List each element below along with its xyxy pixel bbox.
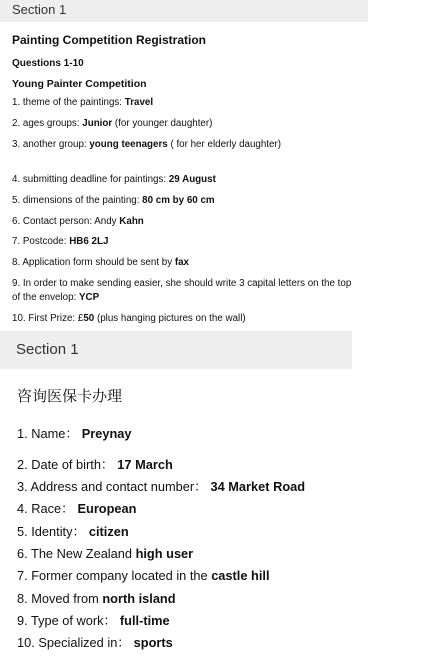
section1-item-3: 3. another group: young teenagers ( for her elderly daughter) xyxy=(12,139,282,150)
section2-item-10: 10. Specialized in： sports xyxy=(17,635,173,650)
section1-item-5: 5. dimensions of the painting: 80 cm by 60 cm xyxy=(12,195,215,206)
section2-item-3: 3. Address and contact number： 34 Market Road xyxy=(17,479,306,494)
section1-item-4: 4. submitting deadline for paintings: 29 August xyxy=(12,174,216,185)
section1-item-9: 9. In order to make sending easier, she should write 3 capital letters on the top of the envelop: YCP xyxy=(12,278,352,303)
section1-item-1: 1. theme of the paintings: Travel xyxy=(12,97,154,108)
section2-item-2: 2. Date of birth： 17 March xyxy=(17,457,173,472)
section1-item-10: 10. First Prize: £50 (plus hanging pictures on the wall) xyxy=(12,313,246,324)
section1-subtitle: Young Painter Competition xyxy=(12,78,147,90)
section2-item-5: 5. Identity： citizen xyxy=(17,524,129,539)
section2-item-1: 1. Name： Preynay xyxy=(17,426,132,441)
section2-item-4: 4. Race： European xyxy=(17,501,137,516)
section2-item-7: 7. Former company located in the castle hill xyxy=(17,568,270,583)
section2-item-9: 9. Type of work： full-time xyxy=(17,613,170,628)
section-header-2: Section 1 xyxy=(0,331,352,369)
section2-item-6: 6. The New Zealand high user xyxy=(17,546,194,561)
section1-item-2: 2. ages groups: Junior (for younger daughter) xyxy=(12,118,213,129)
section1-title: Painting Competition Registration xyxy=(12,33,206,47)
section2-item-8: 8. Moved from north island xyxy=(17,591,176,606)
section-header-1: Section 1 xyxy=(0,0,368,22)
section1-item-7: 7. Postcode: HB6 2LJ xyxy=(12,236,109,247)
section1-item-6: 6. Contact person: Andy Kahn xyxy=(12,216,144,227)
section2-title: 咨询医保卡办理 xyxy=(17,387,123,405)
questions-range: Questions 1-10 xyxy=(12,58,84,69)
section1-item-8: 8. Application form should be sent by fax xyxy=(12,257,190,268)
